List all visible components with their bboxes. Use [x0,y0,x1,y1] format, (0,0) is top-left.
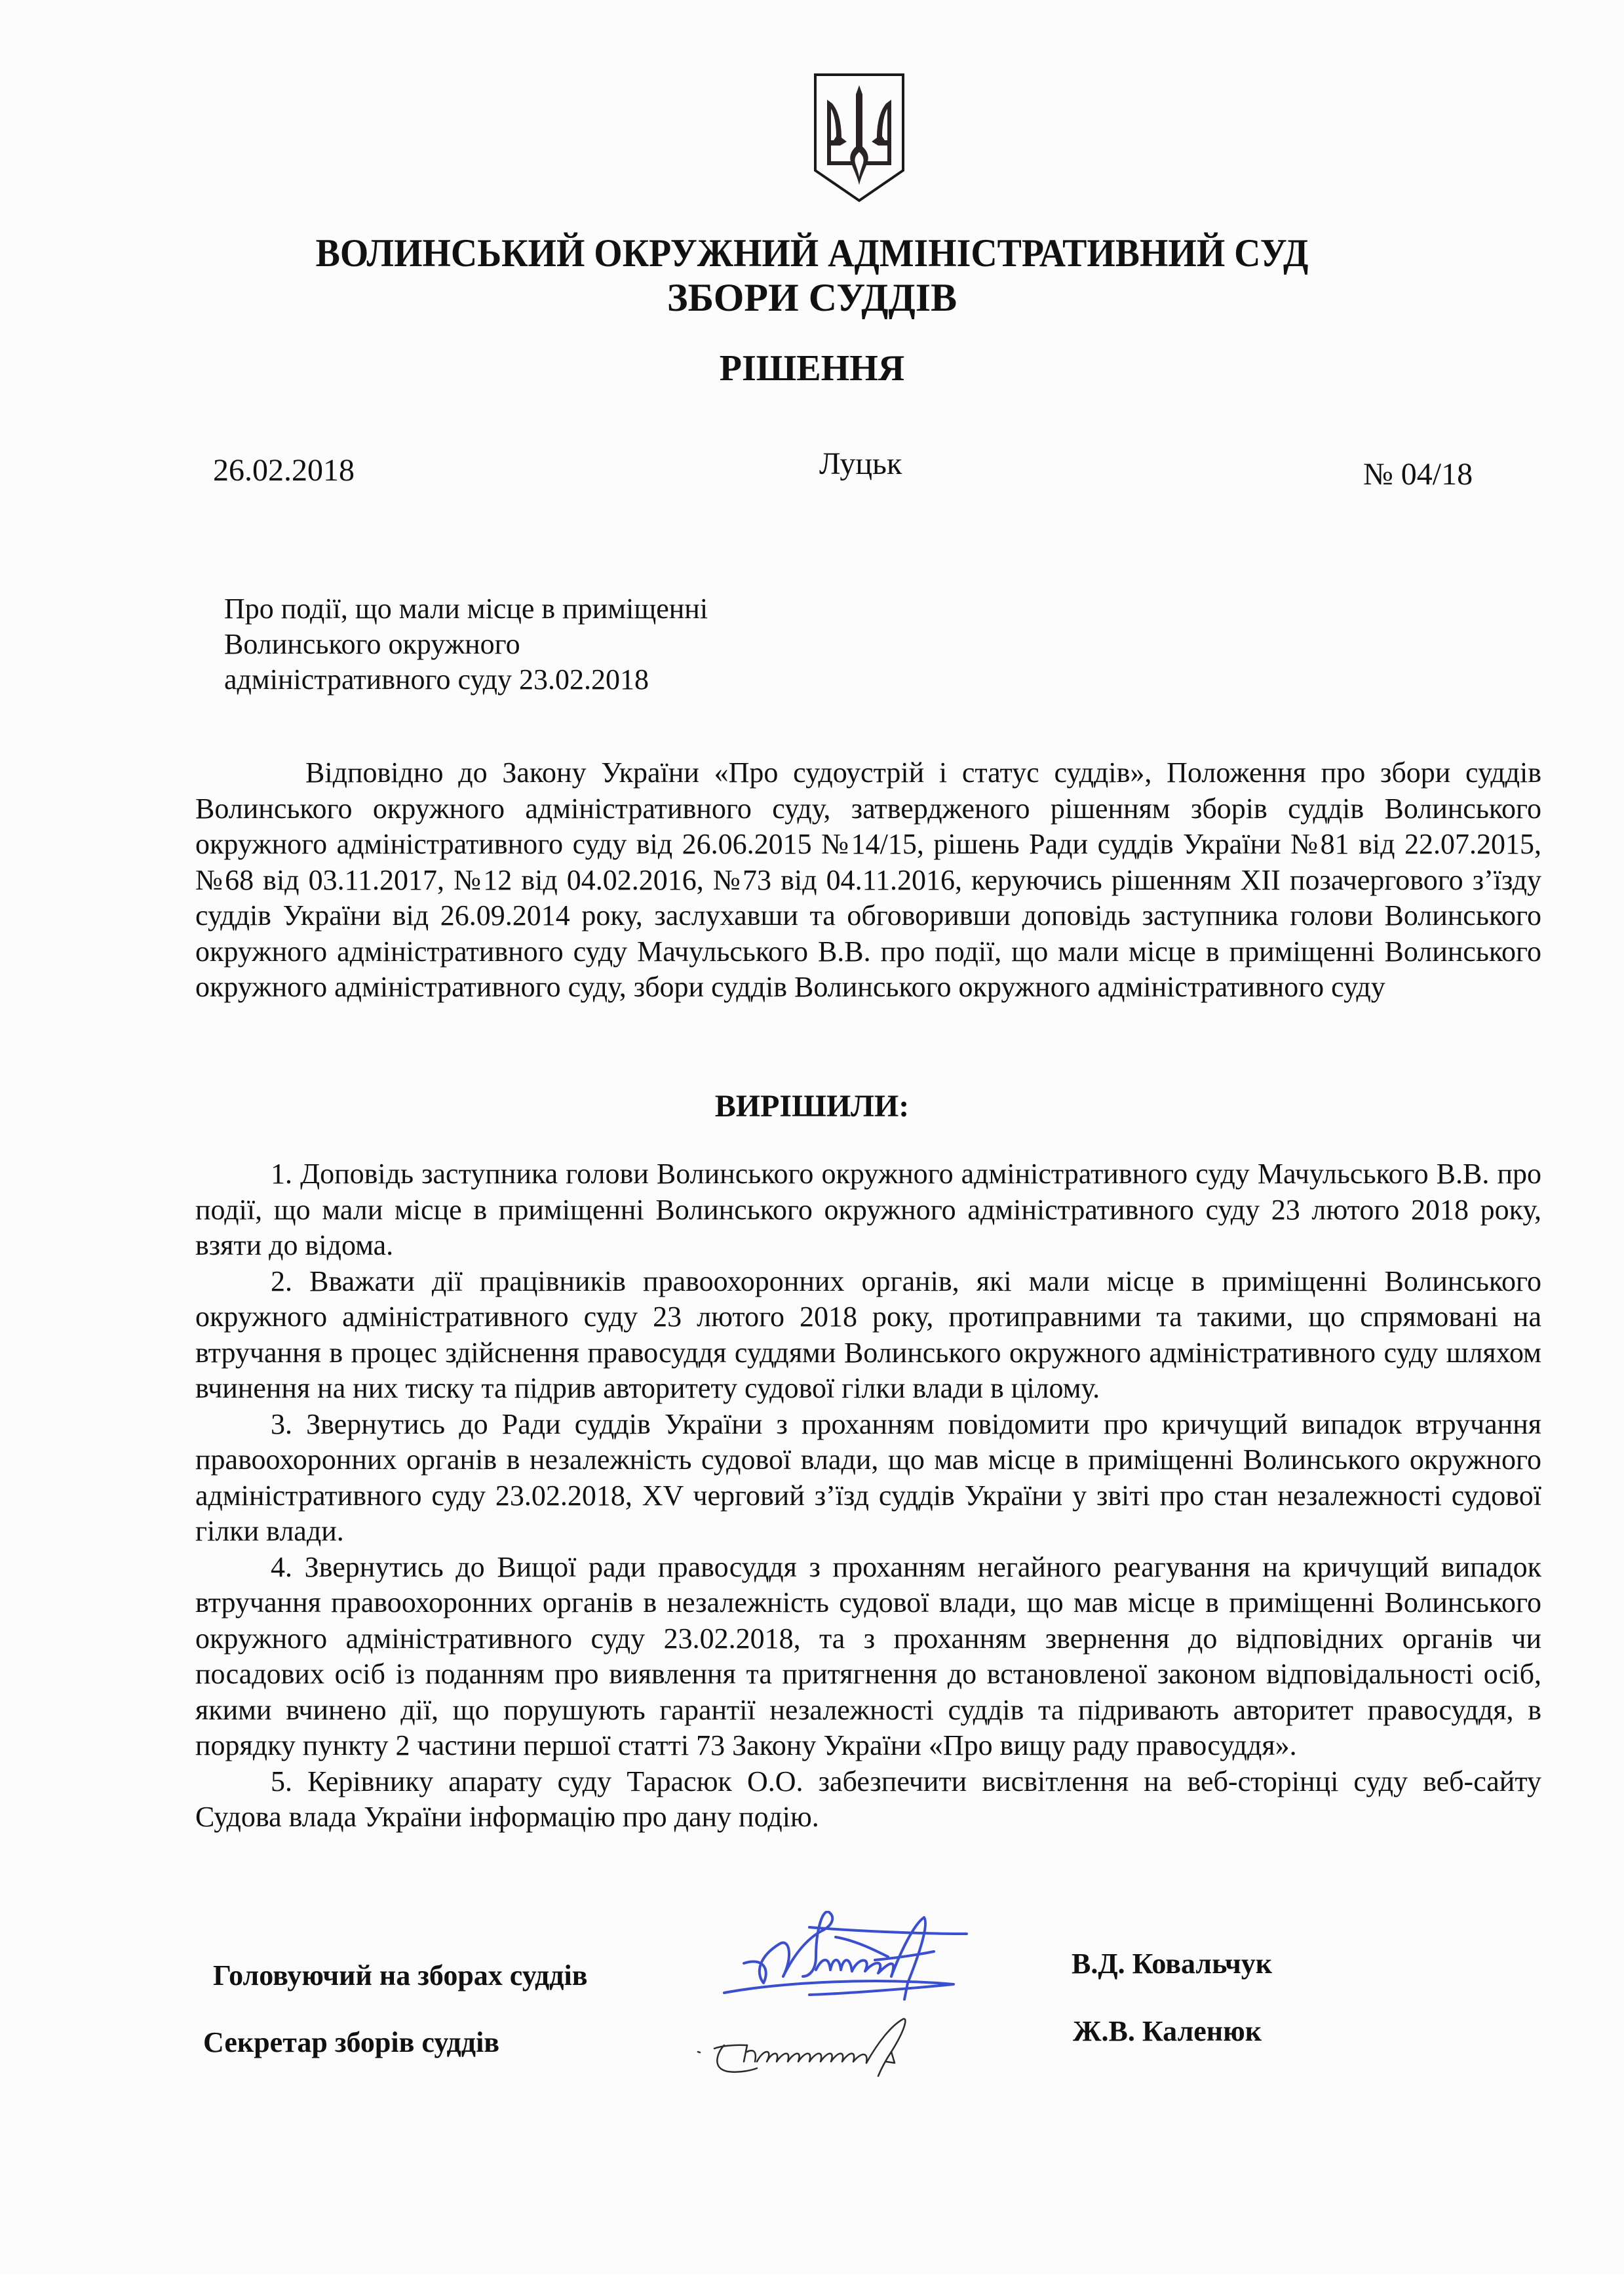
secretary-name: Ж.В. Каленюк [1073,2015,1262,2047]
subject-line: адміністративного суду 23.02.2018 [224,663,649,696]
resolution-item: 1. Доповідь заступника голови Волинського окружного адміністративного суду Мачульського В.В. про події, що мали місце в приміщенні Волинського окружного адміністративного суду 23 лютого 2018 року, взяти до відома. [195,1158,1541,1261]
resolved-heading: ВИРІШИЛИ: [714,1089,910,1124]
document-type-heading: РІШЕННЯ [719,348,905,389]
resolution-item: 5. Керівнику апарату суду Тарасюк О.О. забезпечити висвітлення на веб-сторінці суду веб-сайту Судова влада України інформацію про дану подію. [195,1765,1541,1833]
chair-name: В.Д. Ковальчук [1072,1948,1273,1980]
chair-signature-icon [718,1911,980,2009]
subject-line: Про події, що мали місце в приміщенні [224,593,708,625]
document-city: Луцьк [819,446,902,481]
resolution-item: 3. Звернутись до Ради суддів України з проханням повідомити про кричущий випадок втручання правоохоронних органів в незалежність судової влади, що мав місце в приміщенні Волинського окружного адміністративного суду 23.02.2018, XV черговий з’їзд суддів України у звіті про стан незалежності судової гілки влади. [195,1407,1541,1547]
subject-line: Волинського окружного [224,628,520,660]
chair-role-label: Головуючий на зборах суддів [213,1959,588,1991]
preamble-paragraph: Відповідно до Закону України «Про судоустрій і статус суддів», Положення про збори суддів Волинського окружного адміністративного суду, затвердженого рішенням зборів суддів Волинського окружного адміністративного суду від 26.06.2015 №14/15, рішень Ради суддів України №81 від 22.07.2015, №68 від 03.11.2017, №12 від 04.02.2016, №73 від 04.11.2016, керуючись рішенням XII позачергового з’їзду суддів України від 26.09.2014 року, заслухавши та обговоривши доповідь заступника голови Волинського окружного адміністративного суду Мачульського В.В. про події, що мали місце в приміщенні Волинського окружного адміністративного суду, збори суддів Волинського окружного адміністративного суду [195,756,1541,1003]
assembly-heading: ЗБОРИ СУДДІВ [667,276,957,319]
resolution-items [195,1156,1541,1835]
secretary-role-label: Секретар зборів суддів [203,2026,500,2058]
trident-coat-of-arms-icon [813,72,906,203]
resolution-item: 2. Вважати дії працівників правоохоронних органів, які мали місце в приміщенні Волинського окружного адміністративного суду 23 лютого 2018 року, протиправними та такими, що спрямовані на втручання в процес здійснення правосуддя суддями Волинського окружного адміністративного суду шляхом вчинення на них тиску та підрив авторитету судової гілки влади в цілому. [195,1265,1541,1404]
document-date: 26.02.2018 [213,453,355,488]
court-name-heading: ВОЛИНСЬКИЙ ОКРУЖНИЙ АДМІНІСТРАТИВНИЙ СУД [315,231,1309,275]
secretary-signature-icon [695,2016,944,2078]
document-number: № 04/18 [1363,457,1473,492]
subject-block [224,591,708,697]
resolution-item: 4. Звернутись до Вищої ради правосуддя з проханням негайного реагування на кричущий випадок втручання правоохоронних органів в незалежність судової влади, що мав місце в приміщенні Волинського окружного адміністративного суду 23.02.2018, та з проханням звернення до відповідних органів чи посадових осіб із поданням про виявлення та притягнення до встановленої законом відповідальності осіб, якими вчинено дії, що порушують гарантії незалежності суддів та підривають авторитет правосуддя, в порядку пункту 2 частини першої статті 73 Закону України «Про вищу раду правосуддя». [195,1550,1541,1761]
